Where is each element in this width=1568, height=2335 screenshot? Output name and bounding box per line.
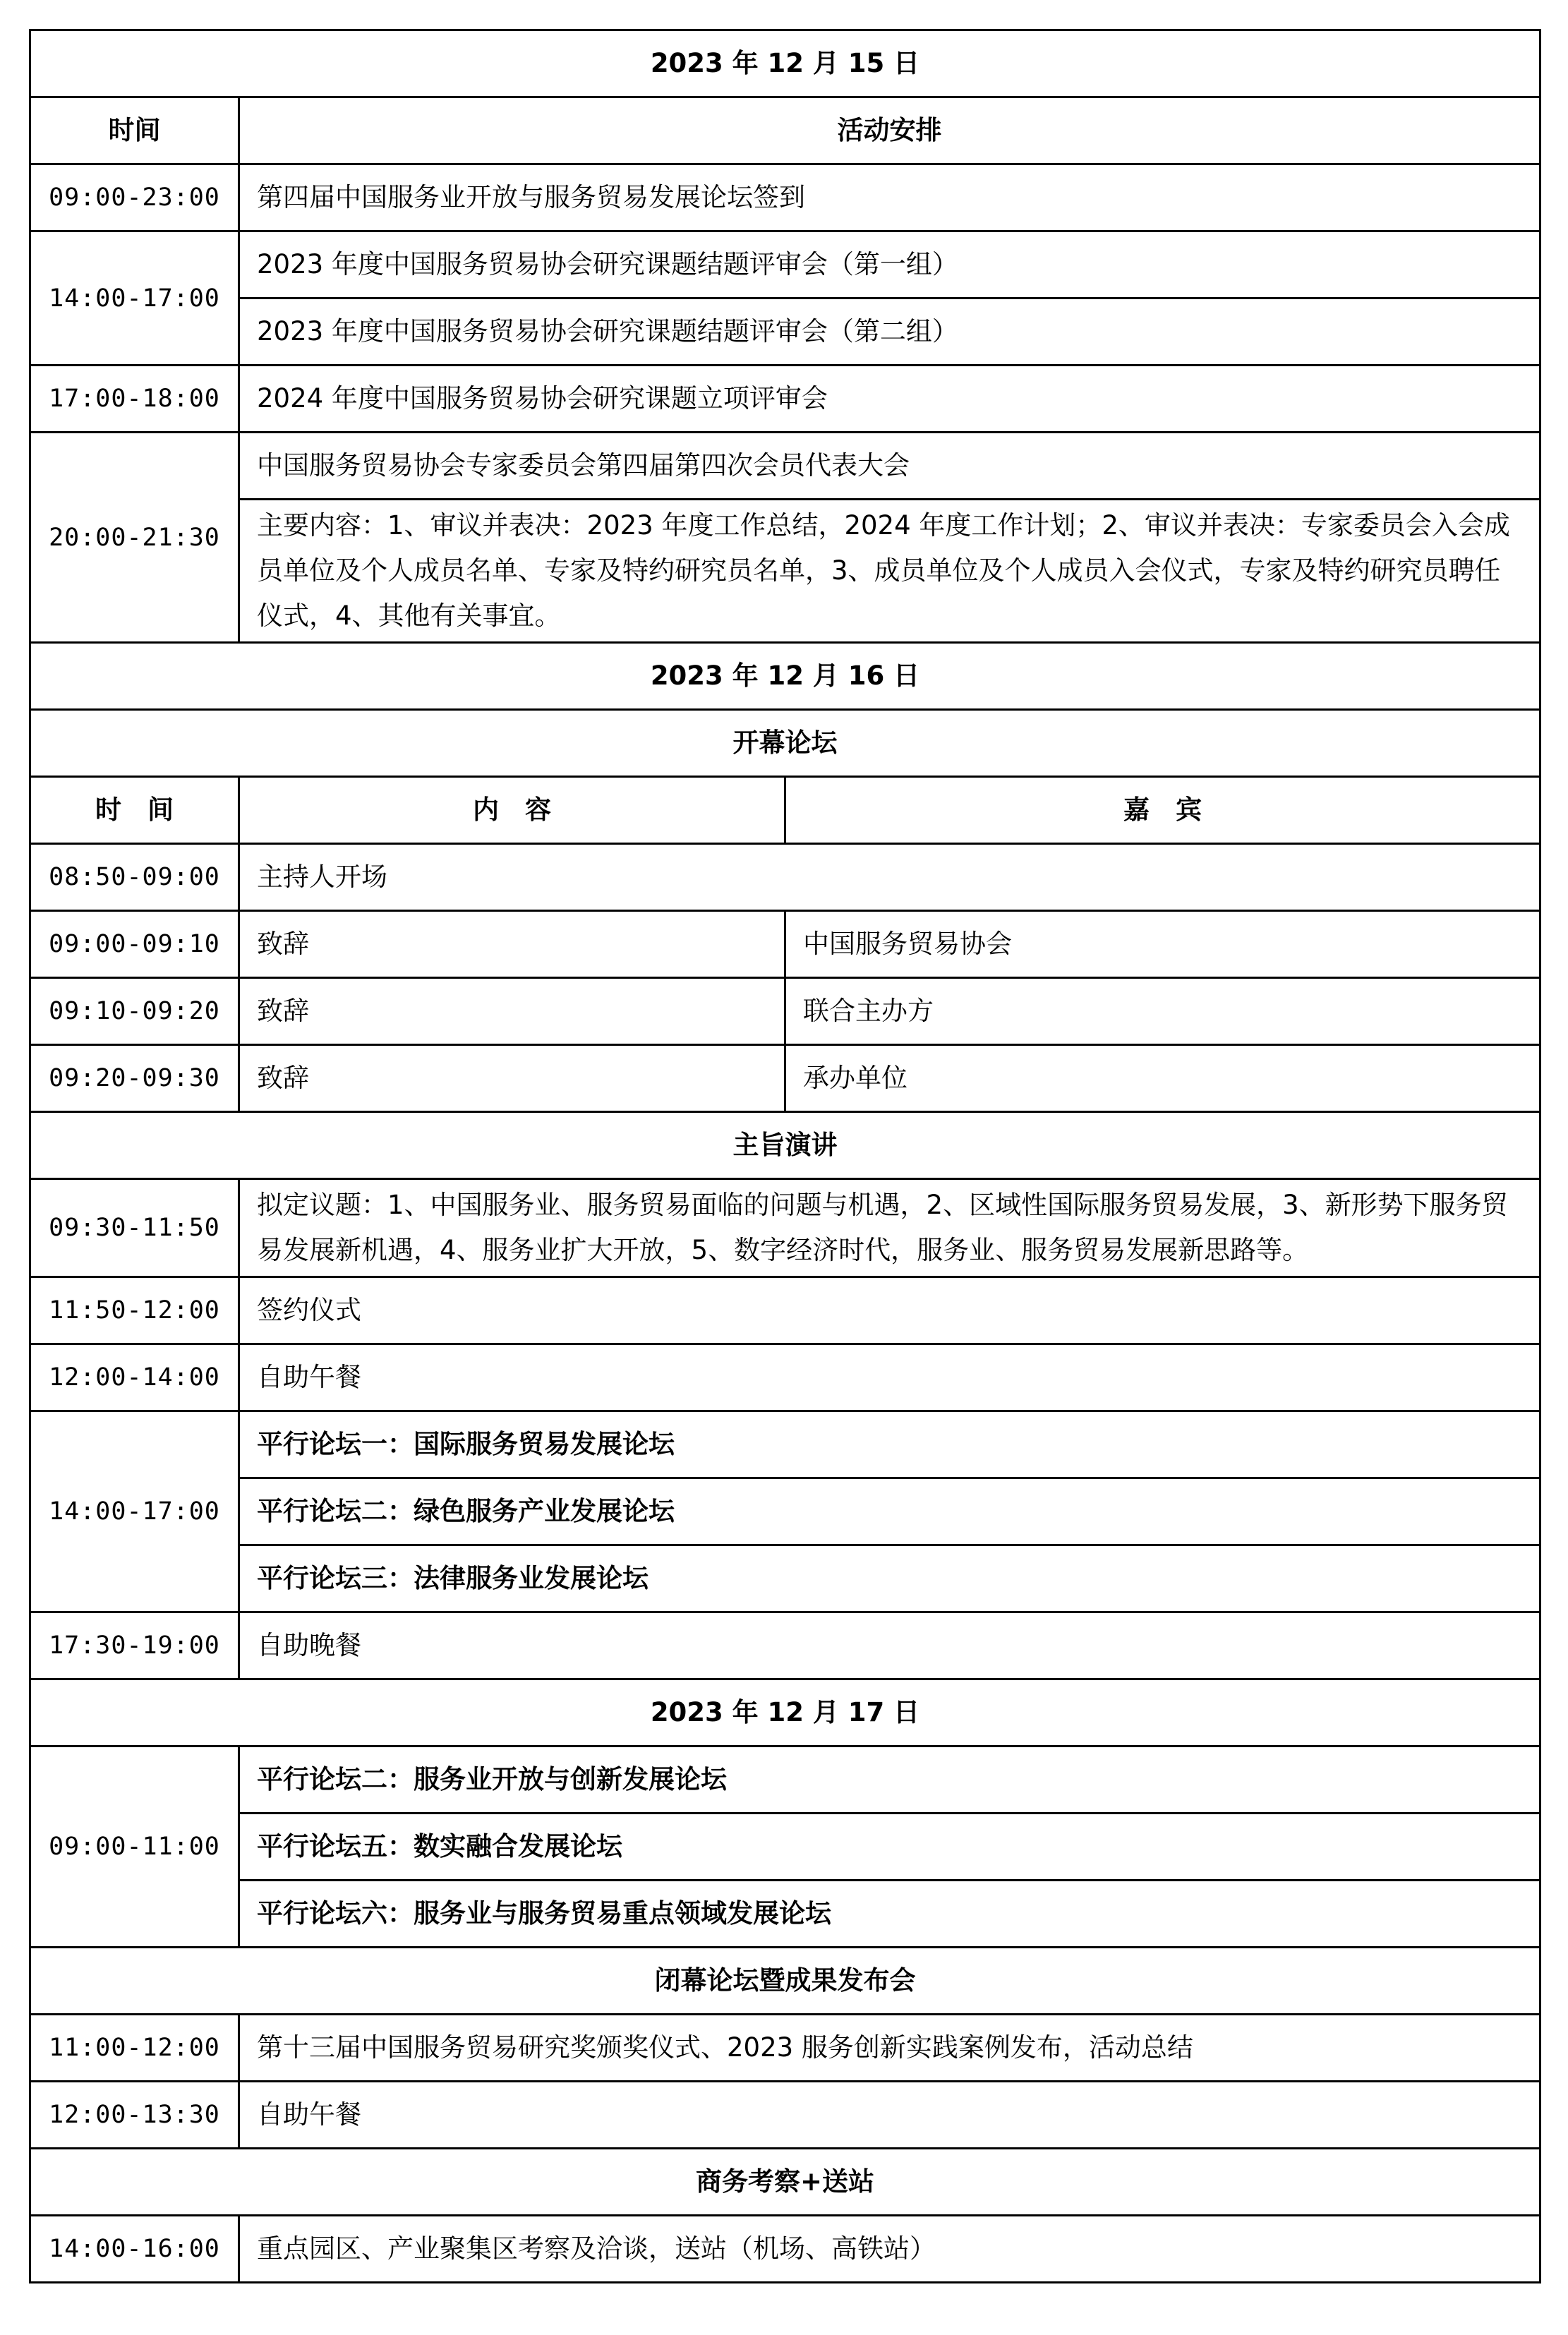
time-cell: 14:00-17:00 [30,231,239,366]
time-cell: 17:30-19:00 [30,1612,239,1679]
keynote-title: 主旨演讲 [30,1112,1540,1179]
time-cell: 20:00-21:30 [30,433,239,643]
time-cell: 11:50-12:00 [30,1277,239,1344]
parallel-forum-item: 平行论坛二：绿色服务产业发展论坛 [239,1478,1540,1545]
time-cell: 08:50-09:00 [30,844,239,911]
time-cell: 09:00-11:00 [30,1746,239,1948]
schedule-table [29,29,1541,2283]
time-cell: 09:10-09:20 [30,978,239,1045]
guest-cell: 承办单位 [785,1045,1540,1112]
activity-cell: 2024 年度中国服务贸易协会研究课题立项评审会 [239,366,1540,433]
keynote-topics: 拟定议题：1、中国服务业、服务贸易面临的问题与机遇，2、区域性国际服务贸易发展，3、新形势下服务贸易发展新机遇，4、服务业扩大开放，5、数字经济时代，服务业、服务贸易发展新思路等。 [239,1179,1540,1277]
closing-forum-title: 闭幕论坛暨成果发布会 [30,1948,1540,2015]
day2-col-content: 内 容 [239,777,785,844]
day1-date: 2023 年 12 月 15 日 [30,30,1540,97]
activity-cell: 2023 年度中国服务贸易协会研究课题结题评审会（第二组） [239,298,1540,366]
time-cell: 09:20-09:30 [30,1045,239,1112]
activity-cell: 自助午餐 [239,1344,1540,1411]
day1-col-time: 时间 [30,97,239,164]
activity-cell: 重点园区、产业聚集区考察及洽谈，送站（机场、高铁站） [239,2216,1540,2283]
parallel-forum-item: 平行论坛五：数实融合发展论坛 [239,1814,1540,1881]
guest-cell: 中国服务贸易协会 [785,911,1540,978]
activity-cell: 第十三届中国服务贸易研究奖颁奖仪式、2023 服务创新实践案例发布，活动总结 [239,2015,1540,2082]
time-cell: 09:00-23:00 [30,164,239,231]
activity-cell: 自助午餐 [239,2082,1540,2149]
activity-cell: 自助晚餐 [239,1612,1540,1679]
parallel-forum-item: 平行论坛一：国际服务贸易发展论坛 [239,1411,1540,1478]
day1-col-activity: 活动安排 [239,97,1540,164]
day2-col-guest: 嘉 宾 [785,777,1540,844]
parallel-forum-item: 平行论坛六：服务业与服务贸易重点领域发展论坛 [239,1881,1540,1948]
content-cell: 致辞 [239,978,785,1045]
business-tour-title: 商务考察+送站 [30,2149,1540,2216]
day2-date: 2023 年 12 月 16 日 [30,643,1540,710]
day3-date: 2023 年 12 月 17 日 [30,1679,1540,1746]
activity-cell: 签约仪式 [239,1277,1540,1344]
parallel-forum-item: 平行论坛三：法律服务业发展论坛 [239,1545,1540,1612]
time-cell: 17:00-18:00 [30,366,239,433]
meeting-details: 主要内容：1、审议并表决：2023 年度工作总结，2024 年度工作计划；2、审议并表决：专家委员会入会成员单位及个人成员名单、专家及特约研究员名单，3、成员单位及个人成员入会仪式，专家及特约研究员聘任仪式，4、其他有关事宜。 [239,500,1540,643]
content-cell: 致辞 [239,1045,785,1112]
time-cell: 11:00-12:00 [30,2015,239,2082]
activity-cell: 2023 年度中国服务贸易协会研究课题结题评审会（第一组） [239,231,1540,298]
activity-cell: 第四届中国服务业开放与服务贸易发展论坛签到 [239,164,1540,231]
time-cell: 12:00-13:30 [30,2082,239,2149]
time-cell: 09:00-09:10 [30,911,239,978]
activity-cell: 中国服务贸易协会专家委员会第四届第四次会员代表大会 [239,433,1540,500]
parallel-forum-item: 平行论坛二：服务业开放与创新发展论坛 [239,1746,1540,1814]
time-cell: 14:00-17:00 [30,1411,239,1612]
guest-cell: 联合主办方 [785,978,1540,1045]
opening-forum-title: 开幕论坛 [30,710,1540,777]
time-cell: 14:00-16:00 [30,2216,239,2283]
content-cell: 主持人开场 [239,844,1540,911]
content-cell: 致辞 [239,911,785,978]
day2-col-time: 时 间 [30,777,239,844]
time-cell: 12:00-14:00 [30,1344,239,1411]
time-cell: 09:30-11:50 [30,1179,239,1277]
